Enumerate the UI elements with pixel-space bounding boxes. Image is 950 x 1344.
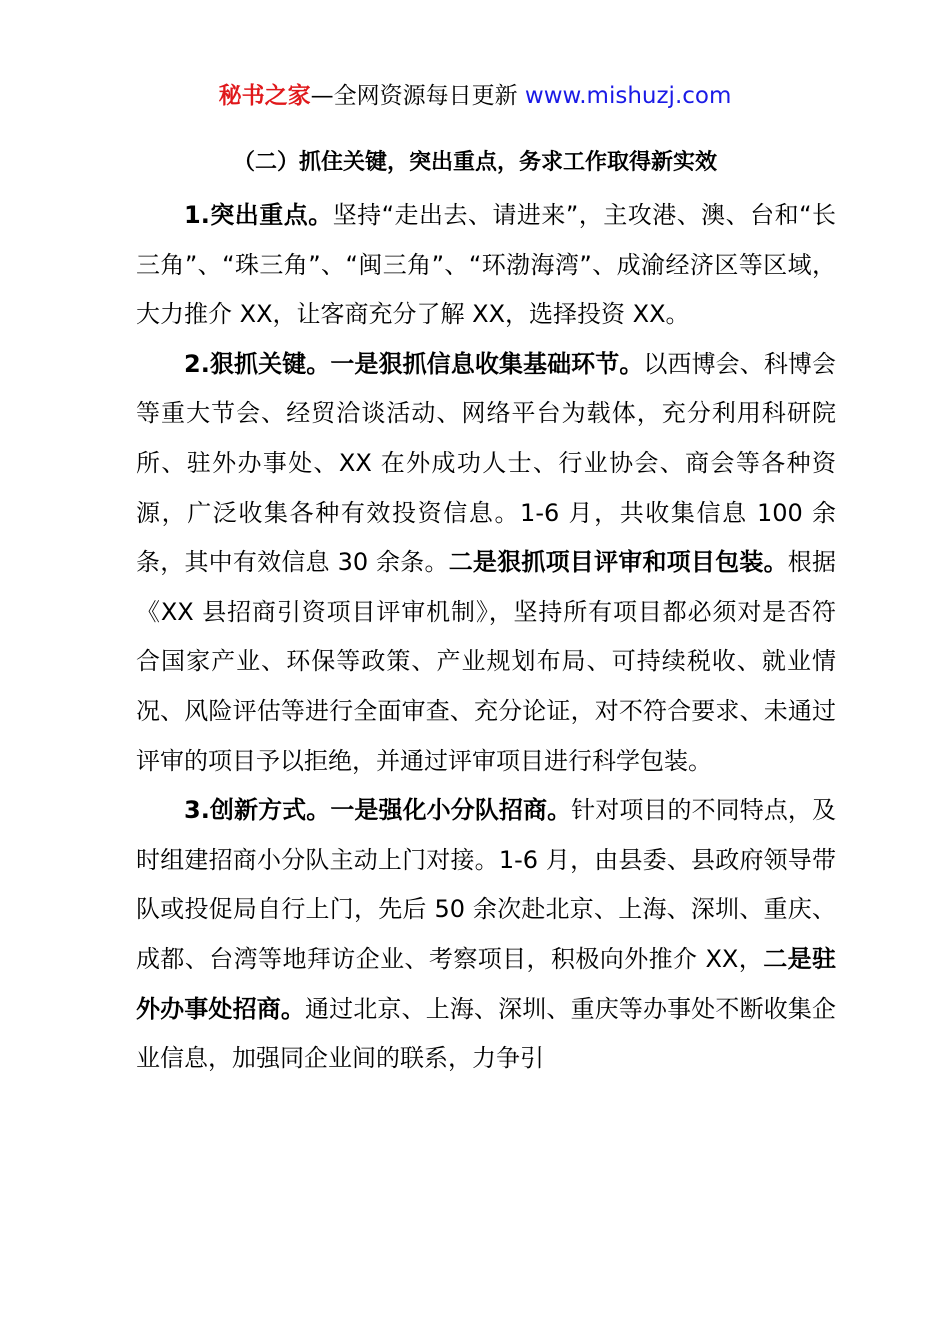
paragraph-3-lead: 3.创新方式。 [184,796,331,825]
site-tagline: —全网资源每日更新 [310,83,525,109]
paragraph-3 [136,786,836,1084]
paragraph-2-text-2: 根据《XX 县招商引资项目评审机制》，坚持所有项目都必须对是否符合国家产业、环保等政策、产业规划布局、可持续税收、就业情况、风险评估等进行全面审查、充分论证，对不符合要求、未通过评审的项目予以拒绝，并通过评审项目进行科学包装。 [136,548,837,775]
paragraph-2 [136,340,836,786]
site-header [0,80,950,112]
paragraph-2-point-1: 一是狠抓信息收集基础环节。 [330,349,644,378]
paragraph-3-text-2: 通过北京、上海、深圳、重庆等办事处不断收集企业信息，加强同企业间的联系，力争引 [136,994,836,1073]
paragraph-2-text-1: 以西博会、科博会等重大节会、经贸洽谈活动、网络平台为载体，充分利用科研院所、驻外办事处、XX 在外成功人士、行业协会、商会等各种资源，广泛收集各种有效投资信息。1-6 月，共收集信息 100 余条，其中有效信息 30 余条。 [136,349,837,577]
paragraph-3-point-2: 二是驻外办事处招商。 [136,944,837,1023]
paragraph-1-lead: 1.突出重点。 [184,201,333,229]
section-heading: （二）抓住关键，突出重点，务求工作取得新实效 [232,150,717,175]
paragraph-3-point-1: 一是强化小分队招商。 [330,796,572,825]
paragraph-3-text-1: 针对项目的不同特点，及时组建招商小分队主动上门对接。1-6 月，由县委、县政府领导带队或投促局自行上门，先后 50 余次赴北京、上海、深圳、重庆、成都、台湾等地拜访企业、考察项目，积极向外推介 XX， [136,796,837,973]
paragraph-1-text: 坚持“走出去、请进来”，主攻港、澳、台和“长三角”、“珠三角”、“闽三角”、“环渤海湾”、成渝经济区等区域，大力推介 XX，让客商充分了解 XX，选择投资 XX。 [136,201,836,329]
site-brand: 秘书之家 [218,83,311,109]
paragraph-2-lead: 2.狠抓关键。 [184,349,331,378]
site-url-link[interactable]: www.mishuzj.com [524,83,732,109]
paragraph-2-point-2: 二是狠抓项目评审和项目包装。 [448,548,788,577]
document-body [136,191,836,1084]
paragraph-1 [136,191,836,340]
